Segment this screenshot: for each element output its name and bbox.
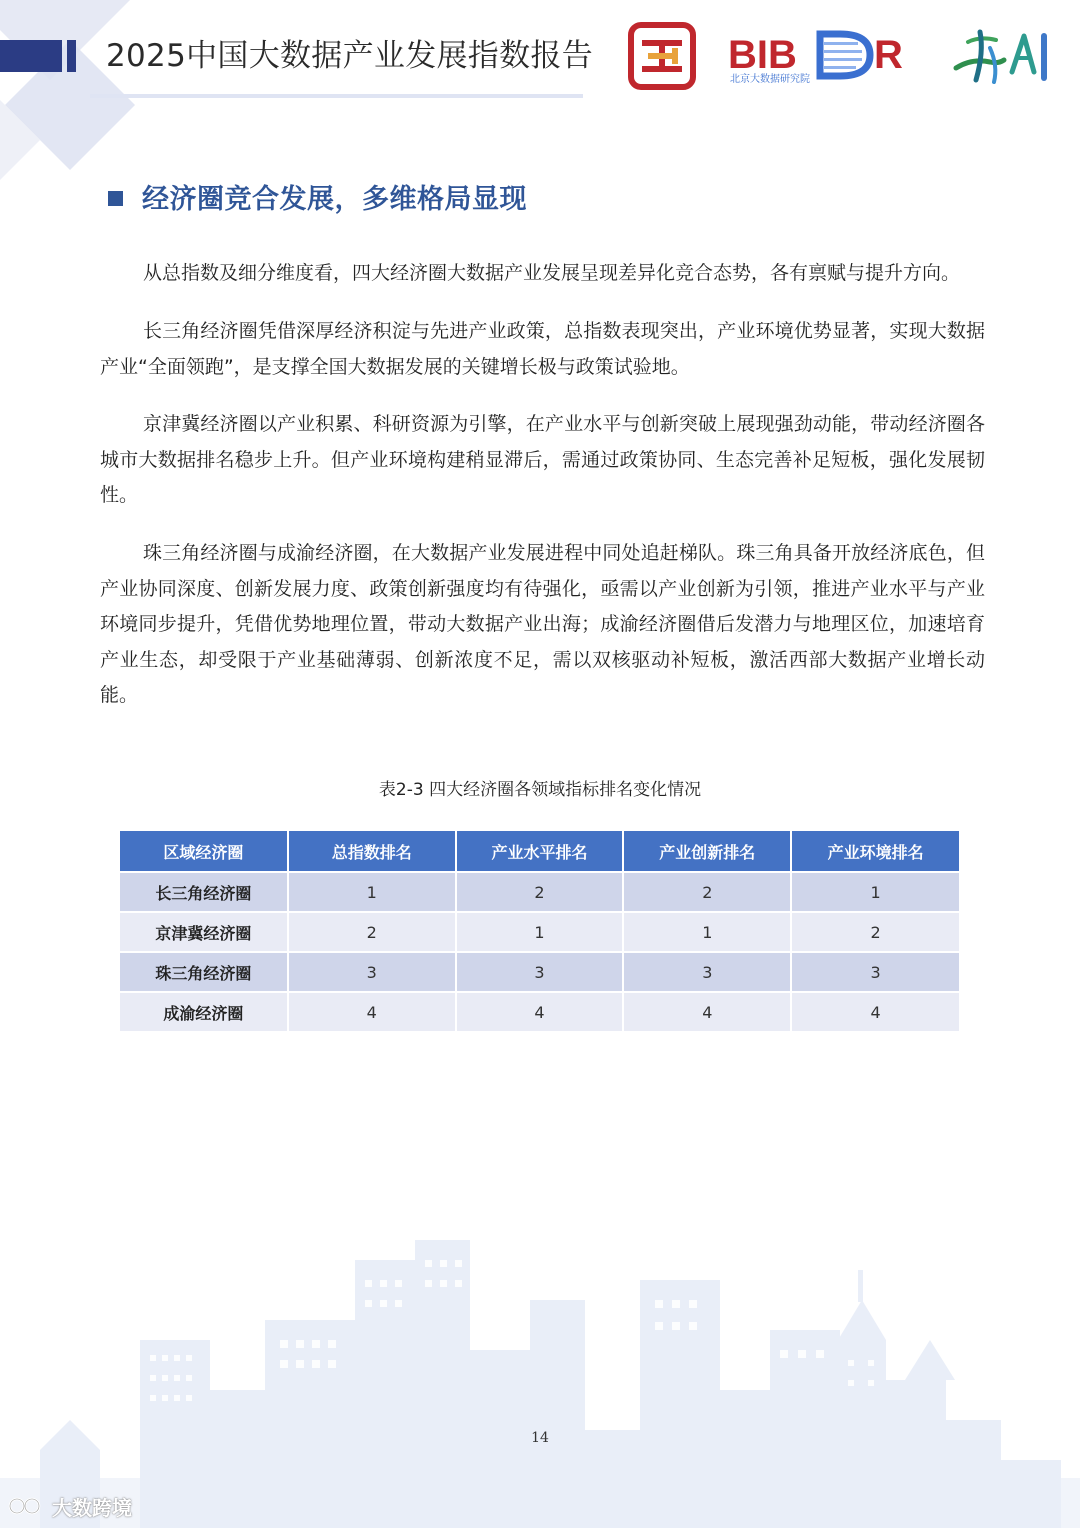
column-header: 产业创新排名 <box>623 831 791 872</box>
region-cell: 成渝经济圈 <box>120 992 288 1031</box>
bibdr-logo-subtitle: 北京大数据研究院 <box>730 74 810 85</box>
rank-cell: 4 <box>288 992 456 1031</box>
table-header-row <box>120 831 959 872</box>
rank-cell: 3 <box>623 952 791 992</box>
section-marker <box>108 191 123 206</box>
region-cell: 京津冀经济圈 <box>120 912 288 952</box>
region-cell: 珠三角经济圈 <box>120 952 288 992</box>
rank-cell: 2 <box>456 872 624 912</box>
bibdr-logo-text-r: R <box>874 33 903 77</box>
column-header: 总指数排名 <box>288 831 456 872</box>
table-row <box>120 872 959 912</box>
paragraph-pearl-river-chengyu: 珠三角经济圈与成渝经济圈，在大数据产业发展进程中同处追赶梯队。珠三角具备开放经济底色，但产业协同深度、创新发展力度、政策创新强度均有待强化，亟需以产业创新为引领，推进产业水平与产业环境同步提升，凭借优势地理位置，带动大数据产业出海；成渝经济圈借后发潜力与地理区位，加速培育产业生态，却受限于产业基础薄弱、创新浓度不足，需以双核驱动补短板，激活西部大数据产业增长动能。 <box>100 542 985 706</box>
rank-cell: 1 <box>623 912 791 952</box>
rank-cell: 4 <box>623 992 791 1031</box>
table-row <box>120 952 959 992</box>
rank-cell: 2 <box>288 912 456 952</box>
header-underline <box>90 94 583 98</box>
region-cell: 长三角经济圈 <box>120 872 288 912</box>
rank-cell: 3 <box>456 952 624 992</box>
column-header: 产业水平排名 <box>456 831 624 872</box>
paragraph-jing-jin-ji: 京津冀经济圈以产业积累、科研资源为引擎，在产业水平与创新突破上展现强劲动能，带动经济圈各城市大数据排名稳步上升。但产业环境构建稍显滞后，需通过政策协同、生态完善补足短板，强化发展韧性。 <box>100 413 985 506</box>
rank-cell: 3 <box>791 952 959 992</box>
watermark-text: 大数跨境 <box>52 1496 132 1520</box>
table-row <box>120 992 959 1031</box>
watermark-logo-icon <box>8 1494 48 1518</box>
rank-cell: 1 <box>791 872 959 912</box>
column-header: 区域经济圈 <box>120 831 288 872</box>
report-title: 2025中国大数据产业发展指数报告 <box>106 38 593 74</box>
table-caption: 表2-3 四大经济圈各领域指标排名变化情况 <box>378 780 702 800</box>
rank-cell: 1 <box>456 912 624 952</box>
corner-decoration <box>0 0 200 200</box>
column-header: 产业环境排名 <box>791 831 959 872</box>
rank-cell: 2 <box>791 912 959 952</box>
page-number: 14 <box>531 1430 549 1446</box>
rank-cell: 2 <box>623 872 791 912</box>
section-title: 经济圈竞合发展，多维格局显现 <box>142 184 527 215</box>
bibdr-logo <box>728 28 928 86</box>
calligraphy-logo <box>950 22 1055 90</box>
rank-cell: 3 <box>288 952 456 992</box>
ranking-table <box>120 831 959 1031</box>
table-row <box>120 912 959 952</box>
header-accent-tick <box>67 40 76 72</box>
rank-cell: 4 <box>456 992 624 1031</box>
bibdr-logo-text-bib: BIB <box>728 33 797 77</box>
city-skyline-decoration <box>0 1230 1080 1528</box>
red-seal-logo <box>628 22 696 90</box>
rank-cell: 1 <box>288 872 456 912</box>
paragraph-yangtze-delta: 长三角经济圈凭借深厚经济积淀与先进产业政策，总指数表现突出，产业环境优势显著，实现大数据产业“全面领跑”，是支撑全国大数据发展的关键增长极与政策试验地。 <box>100 320 985 378</box>
paragraph-overview: 从总指数及细分维度看，四大经济圈大数据产业发展呈现差异化竞合态势，各有禀赋与提升方向。 <box>143 262 961 284</box>
rank-cell: 4 <box>791 992 959 1031</box>
header-accent-bar <box>0 40 62 72</box>
